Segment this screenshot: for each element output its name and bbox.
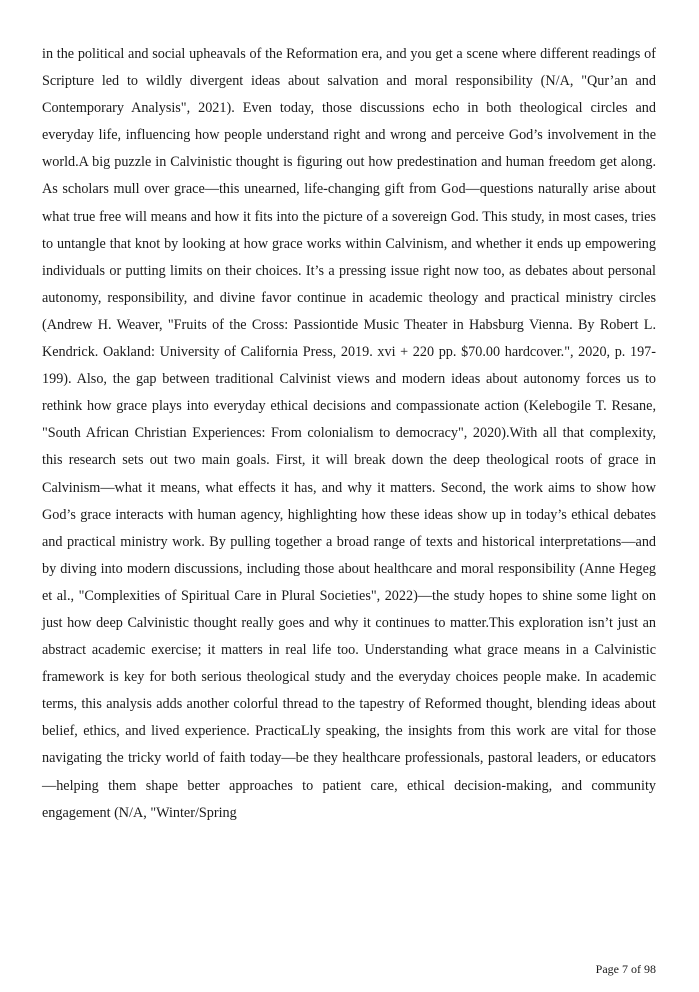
body-paragraph: in the political and social upheavals of the Reformation era, and you get a scene where different readings of Scripture led to wildly divergent ideas about salvation and moral responsibility (N/A, "Qur’an and Contemporary Analysis", 2021). Even today, those discussions echo in both theological circles and everyday life, influencing how people understand right and wrong and perceive God’s involvement in the world.A big puzzle in Calvinistic thought is figuring out how predestination and human freedom get along. As scholars mull over grace—this unearned, life-changing gift from God—questions naturally arise about what true free will means and how it fits into the picture of a sovereign God. This study, in most cases, tries to untangle that knot by looking at how grace works within Calvinism, and whether it ends up empowering individuals or putting limits on their choices. It’s a pressing issue right now too, as debates about personal autonomy, responsibility, and divine favor continue in academic theology and practical ministry circles (Andrew H. Weaver, "Fruits of the Cross: Passiontide Music Theater in Habsburg Vienna. By Robert L. Kendrick. Oakland: University of California Press, 2019. xvi + 220 pp. $70.00 hardcover.", 2020, p. 197-199). Also, the gap between traditional Calvinist views and modern ideas about autonomy forces us to rethink how grace plays into everyday ethical decisions and compassionate action (Kelebogile T. Resane, "South African Christian Experiences: From colonialism to democracy", 2020).With all that complexity, this research sets out two main goals. First, it will break down the deep theological roots of grace in Calvinism—what it means, what effects it has, and why it matters. Second, the work aims to show how God’s grace interacts with human agency, highlighting how these ideas show up in today’s ethical debates and practical ministry work. By pulling together a broad range of texts and historical interpretations—and by diving into modern discussions, including those about healthcare and moral responsibility (Anne Hegeg et al., "Complexities of Spiritual Care in Plural Societies", 2022)—the study hopes to shine some light on just how deep Calvinistic thought really goes and why it continues to matter.This exploration isn’t just an abstract academic exercise; it matters in real life too. Understanding what grace means in a Calvinistic framework is key for both serious theological study and the everyday choices people make. In academic terms, this analysis adds another colorful thread to the tapestry of Reformed thought, blending ideas about belief, ethics, and lived experience. PracticaLly speaking, the insights from this work are vital for those navigating the tricky world of faith today—be they healthcare professionals, pastoral leaders, or educators—helping them shape better approaches to patient care, ethical decision-making, and community engagement (N/A, "Winter/Spring	[42, 46, 656, 821]
page-number: Page 7 of 98	[595, 962, 656, 976]
